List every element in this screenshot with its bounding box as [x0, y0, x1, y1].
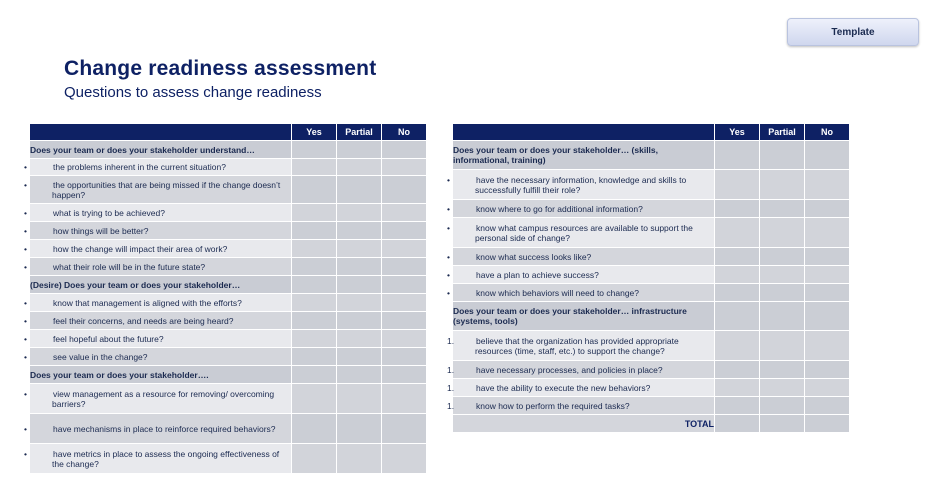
question-text: • feel their concerns, and needs are being heard?	[30, 312, 292, 330]
table-row	[30, 330, 427, 348]
bullet-icon: •	[24, 448, 27, 459]
answer-no[interactable]	[805, 248, 850, 266]
bullet-icon: •	[447, 269, 450, 280]
answer-partial[interactable]	[337, 294, 382, 312]
answer-yes[interactable]	[715, 397, 760, 415]
answer-partial[interactable]	[337, 330, 382, 348]
answer-no[interactable]	[805, 379, 850, 397]
answer-partial[interactable]	[760, 361, 805, 379]
section-heading: Does your team or does your stakeholder understand…	[30, 141, 292, 159]
answer-yes[interactable]	[715, 248, 760, 266]
answer-yes[interactable]	[292, 444, 337, 474]
number-marker: 1.	[447, 364, 455, 375]
section-row	[30, 276, 427, 294]
table-row	[453, 397, 850, 415]
answer-partial[interactable]	[337, 312, 382, 330]
answer-yes[interactable]	[292, 414, 337, 444]
question-text: • the problems inherent in the current situation?	[30, 159, 292, 176]
answer-no[interactable]	[382, 366, 427, 384]
header-yes: Yes	[715, 124, 760, 141]
answer-no[interactable]	[805, 200, 850, 218]
right-assessment-table	[447, 123, 850, 433]
answer-yes[interactable]	[292, 294, 337, 312]
question-text: • what their role will be in the future state?	[30, 258, 292, 276]
total-no[interactable]	[805, 415, 850, 433]
answer-partial[interactable]	[337, 176, 382, 204]
answer-partial[interactable]	[337, 348, 382, 366]
answer-no[interactable]	[805, 331, 850, 361]
table-row	[453, 200, 850, 218]
table-row	[30, 294, 427, 312]
answer-yes[interactable]	[292, 176, 337, 204]
answer-partial[interactable]	[760, 379, 805, 397]
answer-yes[interactable]	[292, 222, 337, 240]
answer-partial[interactable]	[337, 204, 382, 222]
table-header	[30, 124, 427, 141]
answer-yes[interactable]	[715, 141, 760, 170]
table-row	[453, 379, 850, 397]
left-assessment-table	[24, 123, 427, 474]
answer-yes[interactable]	[292, 159, 337, 176]
answer-partial[interactable]	[337, 276, 382, 294]
answer-no[interactable]	[805, 361, 850, 379]
answer-yes[interactable]	[292, 348, 337, 366]
total-partial[interactable]	[760, 415, 805, 433]
answer-yes[interactable]	[715, 379, 760, 397]
answer-yes[interactable]	[715, 170, 760, 200]
table-row	[30, 176, 427, 204]
table-row	[30, 348, 427, 366]
total-label: TOTAL	[453, 415, 715, 433]
bullet-icon: •	[447, 203, 450, 214]
answer-no[interactable]	[805, 170, 850, 200]
answer-yes[interactable]	[292, 312, 337, 330]
answer-no[interactable]	[382, 384, 427, 414]
table-row	[30, 222, 427, 240]
table-row	[30, 414, 427, 444]
table-row	[30, 444, 427, 474]
number-marker: 1.	[447, 382, 455, 393]
answer-no[interactable]	[382, 330, 427, 348]
question-text: • have a plan to achieve success?	[453, 266, 715, 284]
section-row	[453, 141, 850, 170]
answer-yes[interactable]	[715, 361, 760, 379]
answer-no[interactable]	[382, 414, 427, 444]
header-yes: Yes	[292, 124, 337, 141]
answer-partial[interactable]	[760, 200, 805, 218]
header-no: No	[805, 124, 850, 141]
bullet-icon: •	[24, 225, 27, 236]
table-row	[30, 240, 427, 258]
answer-yes[interactable]	[715, 266, 760, 284]
answer-no[interactable]	[382, 141, 427, 159]
answer-partial[interactable]	[760, 141, 805, 170]
answer-no[interactable]	[805, 302, 850, 331]
question-text: • know what campus resources are available to support the personal side of change?	[453, 218, 715, 248]
question-text: 1. have the ability to execute the new behaviors?	[453, 379, 715, 397]
table-row	[30, 159, 427, 176]
answer-partial[interactable]	[760, 266, 805, 284]
bullet-icon: •	[24, 315, 27, 326]
answer-partial[interactable]	[760, 397, 805, 415]
answer-partial[interactable]	[337, 414, 382, 444]
question-text: • know which behaviors will need to change?	[453, 284, 715, 302]
table-row	[453, 361, 850, 379]
question-text: • know what success looks like?	[453, 248, 715, 266]
question-text: • view management as a resource for removing/ overcoming barriers?	[30, 384, 292, 414]
number-marker: 1.	[447, 400, 455, 411]
answer-partial[interactable]	[760, 284, 805, 302]
answer-yes[interactable]	[292, 276, 337, 294]
answer-no[interactable]	[382, 312, 427, 330]
answer-yes[interactable]	[292, 384, 337, 414]
answer-no[interactable]	[382, 176, 427, 204]
table-header	[453, 124, 850, 141]
question-text: • see value in the change?	[30, 348, 292, 366]
table-row	[453, 266, 850, 284]
answer-no[interactable]	[805, 266, 850, 284]
bullet-icon: •	[24, 297, 27, 308]
header-blank	[30, 124, 292, 141]
answer-yes[interactable]	[292, 258, 337, 276]
bullet-icon: •	[24, 351, 27, 362]
answer-partial[interactable]	[337, 444, 382, 474]
answer-yes[interactable]	[292, 141, 337, 159]
answer-no[interactable]	[382, 276, 427, 294]
question-text: • have the necessary information, knowledge and skills to successfully fulfill their role?	[453, 170, 715, 200]
table-row	[30, 312, 427, 330]
answer-partial[interactable]	[760, 170, 805, 200]
answer-partial[interactable]	[337, 258, 382, 276]
table-row	[30, 384, 427, 414]
bullet-icon: •	[24, 261, 27, 272]
table-row	[453, 331, 850, 361]
question-text: • feel hopeful about the future?	[30, 330, 292, 348]
number-marker: 1.	[447, 335, 455, 346]
answer-no[interactable]	[382, 204, 427, 222]
bullet-icon: •	[24, 162, 27, 172]
answer-yes[interactable]	[715, 302, 760, 331]
answer-no[interactable]	[382, 222, 427, 240]
answer-no[interactable]	[382, 444, 427, 474]
answer-partial[interactable]	[337, 222, 382, 240]
bullet-icon: •	[447, 251, 450, 262]
bullet-icon: •	[24, 243, 27, 254]
section-row	[30, 141, 427, 159]
header-blank	[453, 124, 715, 141]
answer-yes[interactable]	[292, 366, 337, 384]
answer-no[interactable]	[382, 159, 427, 176]
answer-partial[interactable]	[337, 240, 382, 258]
answer-no[interactable]	[382, 348, 427, 366]
table-row	[30, 258, 427, 276]
bullet-icon: •	[24, 179, 27, 190]
bullet-icon: •	[24, 388, 27, 399]
section-heading: Does your team or does your stakeholder… (skills, informational, training)	[453, 141, 715, 170]
table-row	[453, 170, 850, 200]
answer-partial[interactable]	[760, 331, 805, 361]
answer-no[interactable]	[382, 240, 427, 258]
answer-no[interactable]	[382, 258, 427, 276]
section-heading: (Desire) Does your team or does your stakeholder…	[30, 276, 292, 294]
question-text: • how things will be better?	[30, 222, 292, 240]
question-text: • have metrics in place to assess the ongoing effectiveness of the change?	[30, 444, 292, 474]
bullet-icon: •	[24, 333, 27, 344]
question-text: 1. know how to perform the required tasks?	[453, 397, 715, 415]
question-text: 1. have necessary processes, and policies in place?	[453, 361, 715, 379]
answer-yes[interactable]	[292, 330, 337, 348]
answer-yes[interactable]	[715, 331, 760, 361]
page-title: Change readiness assessment	[64, 57, 377, 80]
template-button[interactable]: Template	[787, 18, 919, 46]
header-partial: Partial	[760, 124, 805, 141]
question-text: • what is trying to be achieved?	[30, 204, 292, 222]
bullet-icon: •	[447, 174, 450, 185]
page-subtitle: Questions to assess change readiness	[64, 84, 322, 101]
total-row	[453, 415, 850, 433]
answer-partial[interactable]	[760, 248, 805, 266]
table-row	[453, 284, 850, 302]
total-yes[interactable]	[715, 415, 760, 433]
question-text: 1. believe that the organization has provided appropriate resources (time, staff, etc.) to support the change?	[453, 331, 715, 361]
section-heading: Does your team or does your stakeholder… infrastructure (systems, tools)	[453, 302, 715, 331]
answer-no[interactable]	[805, 218, 850, 248]
answer-no[interactable]	[805, 141, 850, 170]
bullet-icon: •	[24, 423, 27, 434]
section-row	[30, 366, 427, 384]
answer-no[interactable]	[382, 294, 427, 312]
table-row	[453, 248, 850, 266]
table-row	[30, 204, 427, 222]
answer-no[interactable]	[805, 397, 850, 415]
bullet-icon: •	[447, 222, 450, 233]
header-no: No	[382, 124, 427, 141]
answer-yes[interactable]	[715, 284, 760, 302]
section-heading: Does your team or does your stakeholder….	[30, 366, 292, 384]
question-text: • the opportunities that are being missed if the change doesn’t happen?	[30, 176, 292, 204]
section-row	[453, 302, 850, 331]
bullet-icon: •	[24, 207, 27, 218]
answer-partial[interactable]	[337, 141, 382, 159]
question-text: • how the change will impact their area of work?	[30, 240, 292, 258]
question-text: • know where to go for additional information?	[453, 200, 715, 218]
answer-yes[interactable]	[715, 200, 760, 218]
answer-partial[interactable]	[760, 302, 805, 331]
answer-partial[interactable]	[760, 218, 805, 248]
answer-yes[interactable]	[715, 218, 760, 248]
answer-partial[interactable]	[337, 384, 382, 414]
question-text: • have mechanisms in place to reinforce required behaviors?	[30, 414, 292, 444]
answer-no[interactable]	[805, 284, 850, 302]
answer-partial[interactable]	[337, 159, 382, 176]
bullet-icon: •	[447, 287, 450, 298]
answer-yes[interactable]	[292, 204, 337, 222]
table-row	[453, 218, 850, 248]
question-text: • know that management is aligned with the efforts?	[30, 294, 292, 312]
answer-yes[interactable]	[292, 240, 337, 258]
header-partial: Partial	[337, 124, 382, 141]
answer-partial[interactable]	[337, 366, 382, 384]
